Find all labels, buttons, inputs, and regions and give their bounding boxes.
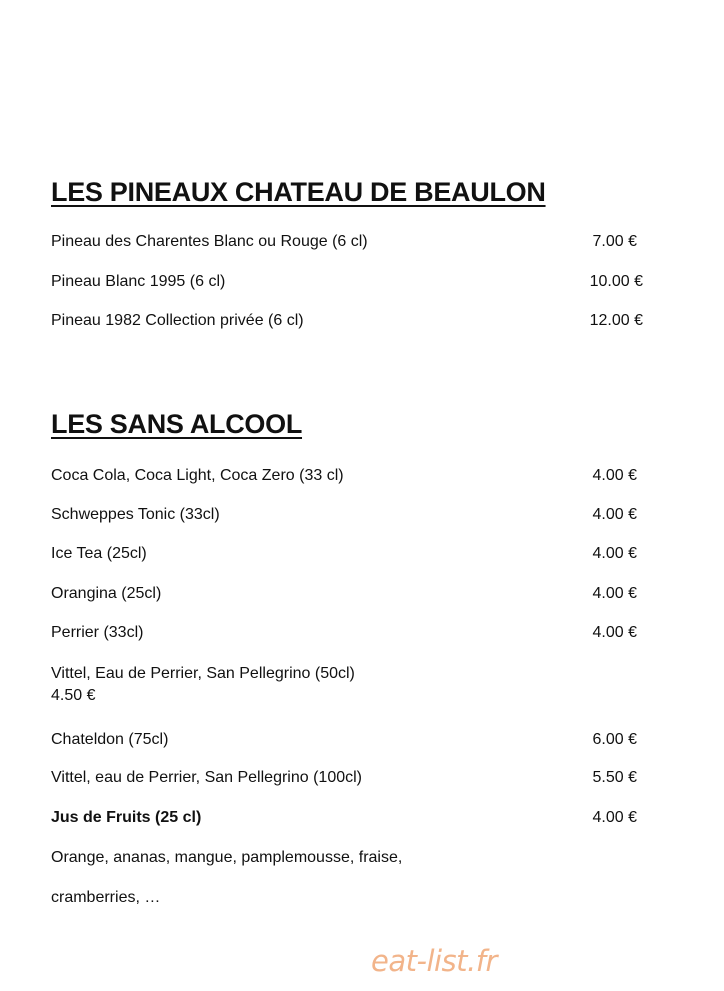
- menu-item-name: Orangina (25cl): [51, 585, 162, 602]
- menu-item-name: Coca Cola, Coca Light, Coca Zero (33 cl): [51, 467, 344, 484]
- watermark-text: eat-list.fr: [371, 944, 497, 978]
- menu-item-name: Ice Tea (25cl): [51, 545, 147, 562]
- menu-item-name: Vittel, eau de Perrier, San Pellegrino (100cl): [51, 769, 362, 786]
- menu-item-price: 4.00 €: [592, 506, 637, 523]
- juice-flavours-note: Orange, ananas, mangue, pamplemousse, fraise,: [51, 849, 403, 866]
- menu-item-price: 6.00 €: [592, 731, 637, 748]
- juice-flavours-note: cramberries, …: [51, 889, 161, 906]
- menu-item-price: 4.00 €: [592, 467, 637, 484]
- menu-item-price: 10.00 €: [589, 273, 643, 290]
- menu-item-name: Jus de Fruits (25 cl): [51, 809, 202, 826]
- section-title-pineaux: LES PINEAUX CHATEAU DE BEAULON: [51, 177, 546, 207]
- menu-item-price: 4.00 €: [592, 585, 637, 602]
- menu-item-name: Perrier (33cl): [51, 624, 144, 641]
- menu-item-price: 4.00 €: [592, 809, 637, 826]
- menu-item-price: 5.50 €: [592, 769, 637, 786]
- menu-item-name: Chateldon (75cl): [51, 731, 169, 748]
- menu-item-price: 12.00 €: [589, 312, 643, 329]
- menu-item-name: Vittel, Eau de Perrier, San Pellegrino (50cl): [51, 665, 355, 682]
- menu-item-name: Schweppes Tonic (33cl): [51, 506, 220, 523]
- menu-item-name: Pineau Blanc 1995 (6 cl): [51, 273, 226, 290]
- menu-item-price: 4.00 €: [592, 545, 637, 562]
- menu-item-price: 4.50 €: [51, 687, 96, 704]
- menu-item-price: 7.00 €: [592, 233, 637, 250]
- menu-item-name: Pineau des Charentes Blanc ou Rouge (6 cl): [51, 233, 368, 250]
- menu-item-price: 4.00 €: [592, 624, 637, 641]
- section-title-sans-alcool: LES SANS ALCOOL: [51, 409, 303, 439]
- menu-item-name: Pineau 1982 Collection privée (6 cl): [51, 312, 304, 329]
